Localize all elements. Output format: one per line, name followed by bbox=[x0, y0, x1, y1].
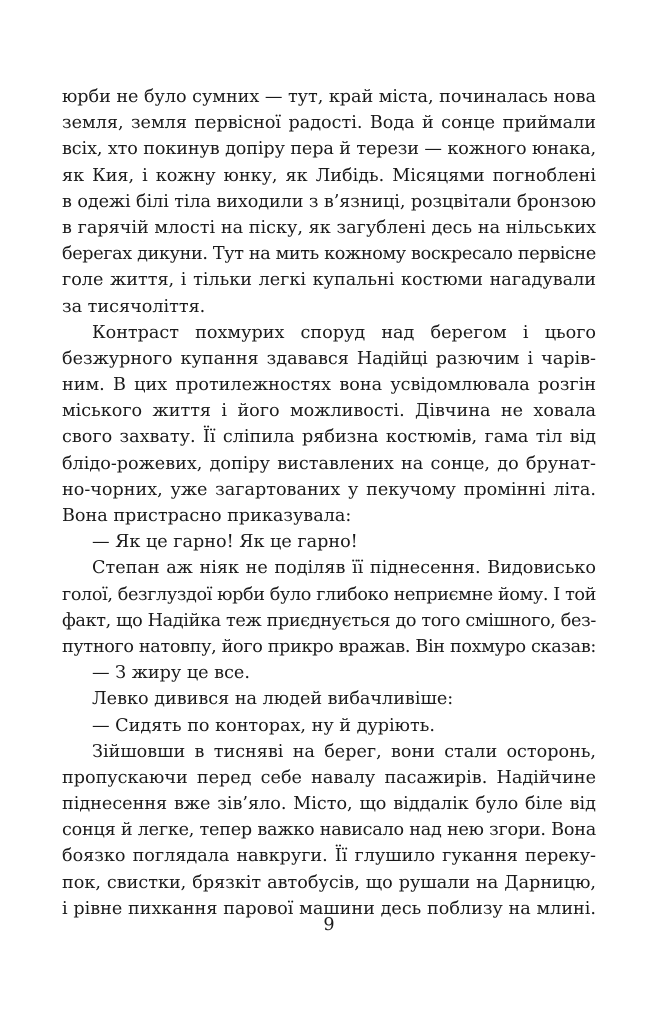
text-line: Зійшовши в тисняві на берег, вони стали осторонь, bbox=[92, 741, 596, 762]
text-line: ним. В цих протилежностях вона усвідомлювала розгін bbox=[62, 375, 596, 396]
text-line: блідо-рожевих, допіру виставлених на сонце, до брунат- bbox=[62, 453, 596, 474]
text-line: но-чорних, уже загартованих у пекучому промінні літа. bbox=[62, 479, 596, 500]
page-number: 9 bbox=[323, 915, 335, 935]
text-line: Степан аж ніяк не поділяв її піднесення. Видовисько bbox=[92, 558, 596, 579]
text-line: пропускаючи перед себе навалу пасажирів. Надійчине bbox=[62, 767, 596, 788]
page-text bbox=[62, 84, 596, 922]
text-line: піднесення вже зів’яло. Місто, що віддалік було біле від bbox=[62, 794, 596, 815]
text-line: берегах дикуни. Тут на мить кожному воскресало первісне bbox=[62, 244, 596, 265]
text-line: в одежі білі тіла виходили з в’язниці, розцвітали бронзою bbox=[62, 191, 596, 212]
text-line: Контраст похмурих споруд над берегом і цього bbox=[92, 322, 596, 343]
text-line: боязко поглядала навкруги. Її глушило гукання переку- bbox=[62, 846, 596, 867]
text-line: Вона пристрасно приказувала: bbox=[62, 506, 352, 526]
text-line: безжурного купання здавався Надійці разючим і чарів- bbox=[62, 348, 596, 369]
text-line: земля, земля первісної радості. Вода й сонце приймали bbox=[62, 113, 596, 134]
text-line: як Кия, і кожну юнку, як Либідь. Місяцями погноблені bbox=[62, 165, 596, 186]
text-line: путного натовпу, його прикро вражав. Він похмуро сказав: bbox=[62, 636, 596, 657]
text-line: — Як це гарно! Як це гарно! bbox=[92, 532, 358, 553]
text-line: пок, свистки, брязкіт автобусів, що рушали на Дарницю, bbox=[62, 872, 596, 893]
text-line: за тисячоліття. bbox=[62, 296, 206, 317]
text-line: сонця й легке, тепер важко нависало над нею згори. Вона bbox=[62, 820, 596, 841]
text-line: Левко дивився на людей вибачливіше: bbox=[92, 689, 454, 710]
text-line: міського життя і його можливості. Дівчина не ховала bbox=[62, 401, 596, 422]
text-line: свого захвату. Її сліпила рябизна костюмів, гама тіл від bbox=[62, 427, 596, 448]
text-line: факт, що Надійка теж приєднується до того смішного, без- bbox=[62, 610, 596, 631]
text-line: голе життя, і тільки легкі купальні костюми нагадували bbox=[62, 270, 596, 291]
text-line: і рівне пихкання парової машини десь поблизу на млині. bbox=[62, 898, 596, 919]
text-line: — Сидять по конторах, ну й дуріють. bbox=[92, 715, 435, 736]
text-line: голої, безглуздої юрби було глибоко неприємне йому. І той bbox=[62, 584, 596, 605]
text-line: — З жиру це все. bbox=[92, 663, 250, 684]
text-line: юрби не було сумних — тут, край міста, починалась нова bbox=[62, 87, 596, 107]
text-line: всіх, хто покинув допіру пера й терези — кожного юнака, bbox=[62, 139, 596, 160]
text-line: в гарячій млості на піску, як загублені десь на нільських bbox=[62, 217, 596, 238]
